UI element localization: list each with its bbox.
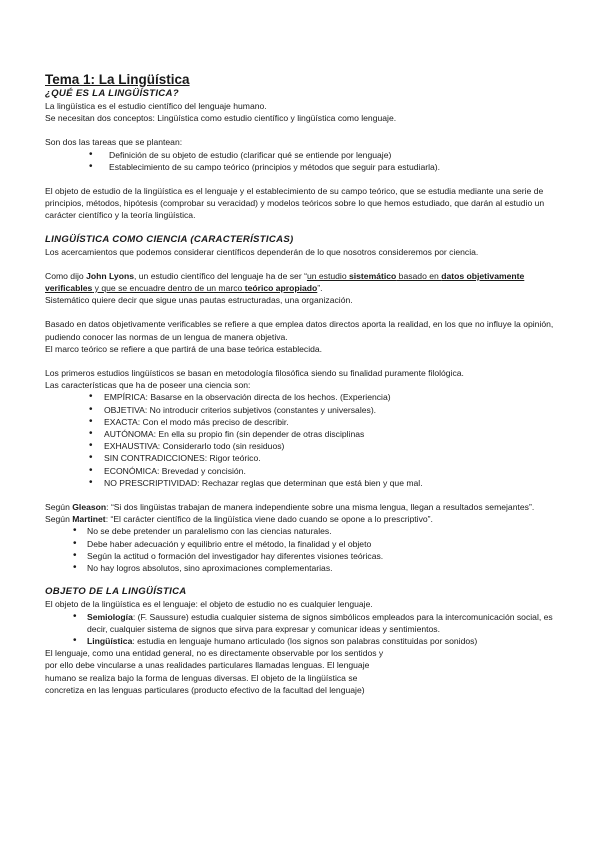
list-item: • Establecimiento de su campo teórico (principios y métodos que seguir para estudiarla). — [45, 161, 560, 173]
features-list — [45, 391, 560, 489]
list-item: • No se debe pretender un paralelismo con las ciencias naturales. — [45, 525, 560, 537]
list-item: • No hay logros absolutos, sino aproximaciones complementarias. — [45, 562, 560, 574]
text: : “Si dos lingüistas trabajan de manera independiente sobre una misma lengua, llegan a resultados semejantes”. — [106, 502, 535, 513]
lyons-quote — [45, 270, 560, 294]
list-item: • EXACTA: Con el modo más preciso de describir. — [45, 416, 560, 428]
text: : estudia en lenguaje humano articulado (los signos son palabras constituidas por sonidos) — [132, 635, 478, 646]
text: Según — [45, 514, 73, 525]
heading-objeto: OBJETO DE LA LINGÜÍSTICA — [45, 586, 187, 598]
paragraph: El objeto de la lingüística es el lenguaje: el objeto de estudio no es cualquier lenguaje. — [45, 599, 373, 610]
list-item — [45, 611, 560, 635]
paragraph: Se necesitan dos conceptos: Lingüística como estudio científico y lingüística como lenguaje. — [45, 113, 397, 124]
list-item: • EMPÍRICA: Basarse en la observación directa de los hechos. (Experiencia) — [45, 391, 560, 403]
text: Como dijo — [45, 270, 87, 281]
tasks-list — [45, 149, 560, 173]
paragraph: Los acercamientos que podemos considerar científicos dependerán de lo que nosotros consideremos por ciencia. — [45, 246, 479, 257]
emphasis: datos objetivamente verificables — [45, 270, 525, 294]
list-item: • Definición de su objeto de estudio (clarificar qué se entiende por lenguaje) — [45, 149, 560, 161]
heading-que-es: ¿QUÉ ES LA LINGÜÍSTICA? — [45, 88, 179, 99]
page-title: Tema 1: La Lingüística — [45, 72, 190, 87]
text: ”. — [317, 283, 323, 294]
text: un estudio — [306, 270, 349, 281]
list-item: • AUTÓNOMA: En ella su propio fin (sin depender de otras disciplinas — [45, 428, 560, 440]
emphasis: sistemático — [348, 270, 397, 281]
list-item: • ECONÓMICA: Brevedad y concisión. — [45, 465, 560, 477]
paragraph: Basado en datos objetivamente verificables se refiere a que emplea datos directos aporta la realidad, en los que no influye la opinión, pudiendo conocer las normas de un lengua de manera objetiva. — [45, 319, 554, 342]
text: : (F. Saussure) estudia cualquier sistema de signos simbólicos empleados para la intercomunicación social, es decir, cualquier sistema de signos que sirva para expresar y comunicar ideas y sentimientos. — [87, 611, 553, 634]
list-item: • Según la actitud o formación del investigador hay diferentes visiones teóricas. — [45, 550, 560, 562]
author-name: Gleason — [72, 502, 107, 513]
paragraph: Sistemático quiere decir que sigue unas pautas estructuradas, una organización. — [45, 295, 353, 306]
heading-ciencia: LINGÜÍSTICA COMO CIENCIA (CARACTERÍSTICAS) — [45, 233, 294, 245]
author-name: John Lyons — [86, 270, 134, 281]
text: Según — [45, 502, 73, 513]
paragraph: El marco teórico se refiere a que partirá de una base teórica establecida. — [45, 343, 323, 354]
list-item: • EXHAUSTIVA: Considerarlo todo (sin residuos) — [45, 440, 560, 452]
gleason-quote — [45, 501, 560, 513]
martinet-quote — [45, 513, 560, 525]
paragraph: Las características que ha de poseer una ciencia son: — [45, 380, 251, 391]
text: : “El carácter científico de la lingüística viene dado cuando se opone a lo prescriptivo”. — [105, 514, 433, 525]
list-item: • NO PRESCRIPTIVIDAD: Rechazar reglas que determinan que está bien y que mal. — [45, 477, 560, 489]
text: basado en — [396, 270, 442, 281]
term: Semiología — [87, 611, 133, 622]
list-item: • SIN CONTRADICCIONES: Rigor teórico. — [45, 452, 560, 464]
paragraph-line: El lenguaje, como una entidad general, no es directamente observable por los sentidos y — [45, 648, 384, 659]
list-item: • OBJETIVA: No introducir criterios subjetivos (constantes y universales). — [45, 404, 560, 416]
paragraph: Son dos las tareas que se plantean: — [45, 137, 183, 148]
text: , un estudio científico del lenguaje ha de ser “ — [133, 270, 307, 281]
paragraph-line: humano se realiza bajo la forma de lenguas diversas. El objeto de la lingüística se — [45, 672, 358, 683]
text: y que se encuadre dentro de un marco — [92, 283, 245, 294]
list-item — [45, 635, 560, 647]
paragraph-line: por ello debe vincularse a unas realidades particulares llamadas lenguas. El lenguaje — [45, 660, 370, 671]
paragraph: Los primeros estudios lingüísticos se basan en metodología filosófica siendo su finalidad puramente filológica. — [45, 368, 464, 379]
emphasis: teórico apropiado — [244, 283, 318, 294]
list-item: • Debe haber adecuación y equilibrio entre el método, la finalidad y el objeto — [45, 538, 560, 550]
term: Lingüística — [87, 635, 133, 646]
document-page — [45, 72, 560, 696]
points-list — [45, 525, 560, 574]
paragraph: La lingüística es el estudio científico del lenguaje humano. — [45, 101, 267, 111]
author-name: Martinet — [72, 514, 106, 525]
paragraph: El objeto de estudio de la lingüística es el lenguaje y el establecimiento de su campo teórico, que se estudia mediante una serie de principios, métodos, hipótesis (comprobar su veracidad) y modelos teóricos sobre lo que hemos estudiado, que darán al estudio un carácter científico y la teoría lingüística. — [45, 186, 545, 221]
paragraph-line: concretiza en las lenguas particulares (producto efectivo de la facultad del lenguaje) — [45, 684, 365, 695]
objeto-list — [45, 611, 560, 648]
